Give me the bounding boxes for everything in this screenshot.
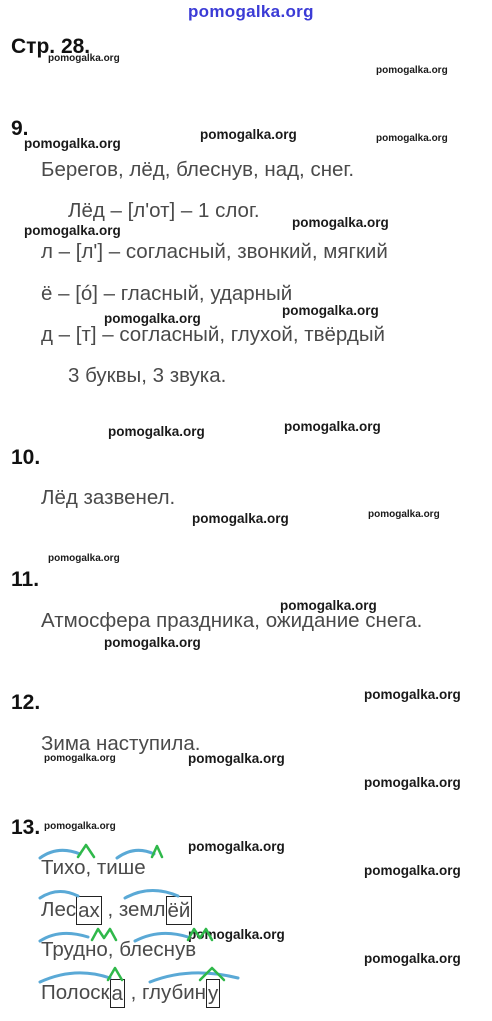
morpheme-word: Тихо (41, 856, 86, 879)
task-9-summary: 3 буквы, 3 звука. (68, 364, 227, 387)
watermark: pomogalka.org (364, 863, 461, 878)
task-number-11: 11. (11, 568, 40, 591)
task-13-row-1: Тихо, тише (41, 856, 146, 879)
word-stem: Лес (41, 897, 77, 921)
watermark: pomogalka.org (282, 303, 379, 318)
task-13-row-2: Лесах , землёй (41, 896, 192, 925)
watermark: pomogalka.org (48, 53, 120, 64)
task-9-line: д – [т] – согласный, глухой, твёрдый (41, 323, 386, 346)
task-9-line: ё – [ó] – гласный, ударный (41, 282, 293, 305)
watermark: pomogalka.org (188, 839, 285, 854)
task-13-row-3: Трудно, блеснув (41, 938, 197, 961)
watermark: pomogalka.org (44, 821, 116, 832)
watermark: pomogalka.org (376, 65, 448, 76)
ending-box: ах (76, 896, 102, 925)
watermark: pomogalka.org (364, 687, 461, 702)
watermark: pomogalka.org (200, 127, 297, 142)
watermark: pomogalka.org (364, 775, 461, 790)
morpheme-word: тише (96, 856, 146, 879)
suffix-mark (152, 846, 162, 857)
ending-box: а (110, 979, 125, 1008)
watermark: pomogalka.org (192, 511, 289, 526)
task-number-12: 12. (11, 691, 41, 714)
watermark: pomogalka.org (48, 553, 120, 564)
watermark: pomogalka.org (284, 419, 381, 434)
watermark: pomogalka.org (188, 927, 285, 942)
watermark: pomogalka.org (104, 311, 201, 326)
watermark: pomogalka.org (108, 424, 205, 439)
task-number-13: 13. (11, 816, 41, 839)
word-stem: земл (118, 897, 166, 921)
watermark: pomogalka.org (376, 133, 448, 144)
watermark: pomogalka.org (364, 951, 461, 966)
morpheme-word: Трудно (41, 938, 108, 961)
watermark: pomogalka.org (44, 753, 116, 764)
task-12-text: Зима наступила. (41, 732, 201, 755)
ending-box: у (206, 979, 220, 1008)
word-stem: глубин (142, 980, 206, 1004)
task-9-words: Берегов, лёд, блеснув, над, снег. (41, 158, 355, 181)
watermark: pomogalka.org (104, 635, 201, 650)
task-number-9: 9. (11, 117, 29, 140)
morpheme-word: блеснув (119, 938, 197, 961)
word-stem: Полоск (41, 980, 110, 1004)
task-11-text: Атмосфера праздника, ожидание снега. (41, 609, 423, 632)
task-number-10: 10. (11, 446, 41, 469)
task-9-analysis-head: Лёд – [л'от] – 1 слог. (68, 199, 260, 222)
watermark: pomogalka.org (188, 2, 314, 21)
task-13-row-4: Полоска , глубину (41, 979, 220, 1008)
watermark: pomogalka.org (188, 751, 285, 766)
watermark: pomogalka.org (24, 136, 121, 151)
task-10-text: Лёд зазвенел. (41, 486, 176, 509)
watermark: pomogalka.org (368, 509, 440, 520)
ending-box: ёй (166, 896, 193, 925)
page-heading: Стр. 28. (11, 35, 91, 58)
watermark: pomogalka.org (24, 223, 121, 238)
task-9-line: л – [л'] – согласный, звонкий, мягкий (41, 240, 388, 263)
watermark: pomogalka.org (280, 598, 377, 613)
watermark: pomogalka.org (292, 215, 389, 230)
